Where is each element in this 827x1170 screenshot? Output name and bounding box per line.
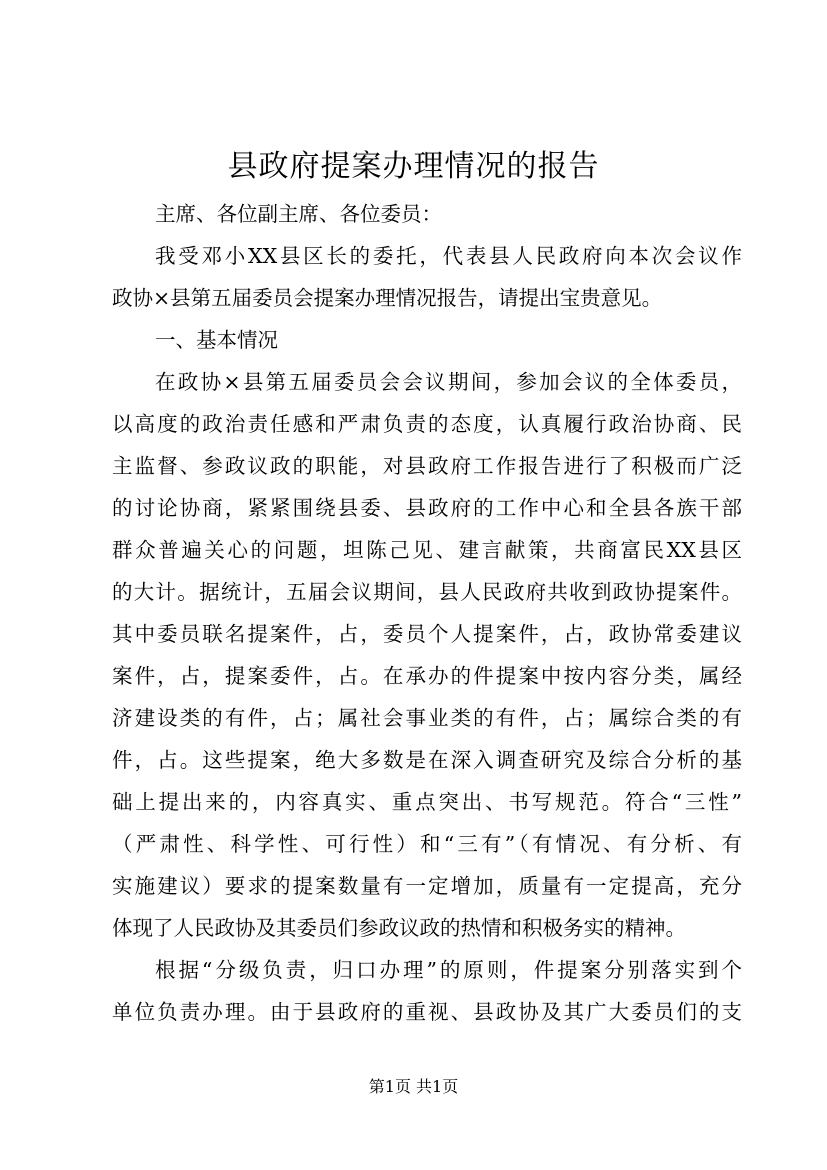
body-line: 以高度的政治责任感和严肃负责的态度，认真履行政治协商、民	[112, 412, 742, 436]
document-title: 县政府提案办理情况的报告	[227, 149, 600, 184]
page-number-footer: 第1页 共1页	[368, 1077, 459, 1096]
body-line: 单位负责办理。由于县政府的重视、县政协及其广大委员们的支	[112, 1000, 742, 1024]
body-line: 的大计。据统计，五届会议期间，县人民政府共收到政协提案件。	[112, 580, 742, 604]
body-line: 我受邓小XX县区长的委托，代表县人民政府向本次会议作	[155, 244, 742, 268]
salutation-line: 主席、各位副主席、各位委员：	[155, 202, 442, 226]
body-line: 政协×县第五届委员会提案办理情况报告，请提出宝贵意见。	[112, 286, 663, 310]
body-line: （严肃性、科学性、可行性）和“三有”（有情况、有分析、有	[112, 832, 742, 856]
section-heading: 一、基本情况	[155, 328, 278, 352]
body-line: 根据“分级负责，归口办理”的原则，件提案分别落实到个	[155, 958, 742, 982]
body-line: 群众普遍关心的问题，坦陈己见、建言献策，共商富民XX县区	[112, 538, 742, 562]
body-line: 主监督、参政议政的职能，对县政府工作报告进行了积极而广泛	[112, 454, 742, 478]
body-line: 的讨论协商，紧紧围绕县委、县政府的工作中心和全县各族干部	[112, 496, 742, 520]
body-line: 案件，占，提案委件，占。在承办的件提案中按内容分类，属经	[112, 664, 742, 688]
body-line: 体现了人民政协及其委员们参政议政的热情和积极务实的精神。	[112, 916, 686, 940]
body-line: 其中委员联名提案件，占，委员个人提案件，占，政协常委建议	[112, 622, 742, 646]
body-line: 础上提出来的，内容真实、重点突出、书写规范。符合“三性”	[112, 790, 742, 814]
body-line: 济建设类的有件，占；属社会事业类的有件，占；属综合类的有	[112, 706, 742, 730]
body-line: 件，占。这些提案，绝大多数是在深入调查研究及综合分析的基	[112, 748, 742, 772]
body-line: 在政协×县第五届委员会会议期间，参加会议的全体委员，	[155, 370, 742, 394]
body-line: 实施建议）要求的提案数量有一定增加，质量有一定提高，充分	[112, 874, 742, 898]
